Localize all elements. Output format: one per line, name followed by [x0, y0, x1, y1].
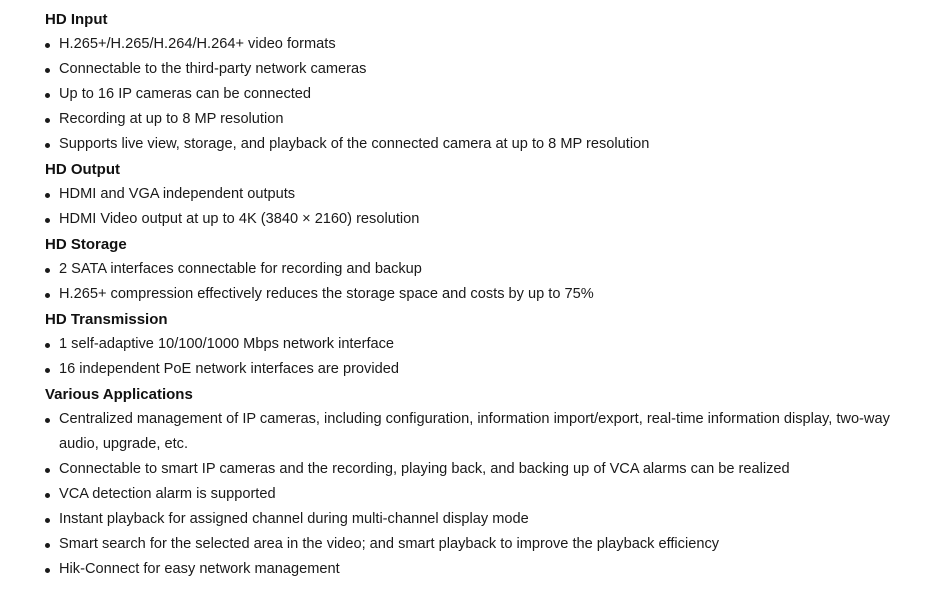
list-item-text: VCA detection alarm is supported	[59, 486, 276, 502]
list-item	[0, 107, 933, 132]
bullet-icon	[45, 218, 50, 223]
list-item-text: Hik-Connect for easy network management	[59, 561, 340, 577]
list-item-text: 16 independent PoE network interfaces are provided	[59, 361, 399, 377]
section-title: HD Storage	[45, 236, 127, 253]
section-various-applications	[0, 382, 933, 582]
bullet-icon	[45, 493, 50, 498]
list-item-text: H.265+/H.265/H.264/H.264+ video formats	[59, 36, 336, 52]
section-hd-storage	[0, 232, 933, 307]
bullet-icon	[45, 43, 50, 48]
list-item	[0, 32, 933, 57]
list-item	[0, 82, 933, 107]
list-item	[0, 282, 933, 307]
list-item-text: 1 self-adaptive 10/100/1000 Mbps network interface	[59, 336, 395, 352]
list-item-text: Centralized management of IP cameras, including configuration, information import/export, real-time information display, two-way audio, upgrade, etc.	[59, 411, 890, 452]
list-item-text: HDMI Video output at up to 4K (3840 × 2160) resolution	[59, 211, 420, 227]
section-title: HD Transmission	[45, 311, 168, 328]
section-title: Various Applications	[45, 386, 193, 403]
bullet-icon	[45, 418, 50, 423]
bullet-icon	[45, 268, 50, 273]
bullet-icon	[45, 518, 50, 523]
section-title: HD Output	[45, 161, 120, 178]
list-item	[0, 357, 933, 382]
list-item	[0, 457, 933, 482]
bullet-icon	[45, 468, 50, 473]
section-hd-transmission	[0, 307, 933, 382]
list-item	[0, 182, 933, 207]
list-item-text: Supports live view, storage, and playback of the connected camera at up to 8 MP resolution	[59, 136, 650, 152]
section-hd-input	[0, 7, 933, 157]
bullet-list	[0, 257, 933, 307]
bullet-icon	[45, 343, 50, 348]
list-item	[0, 132, 933, 157]
list-item-text: Instant playback for assigned channel during multi-channel display mode	[59, 511, 529, 527]
list-item-text: Up to 16 IP cameras can be connected	[59, 86, 312, 102]
list-item	[0, 207, 933, 232]
list-item-text: Recording at up to 8 MP resolution	[59, 111, 284, 127]
list-item	[0, 332, 933, 357]
list-item	[0, 507, 933, 532]
list-item	[0, 407, 933, 457]
bullet-list	[0, 32, 933, 157]
bullet-list	[0, 407, 933, 582]
list-item	[0, 557, 933, 582]
bullet-icon	[45, 143, 50, 148]
list-item	[0, 257, 933, 282]
bullet-icon	[45, 68, 50, 73]
bullet-icon	[45, 193, 50, 198]
list-item	[0, 482, 933, 507]
bullet-icon	[45, 568, 50, 573]
bullet-icon	[45, 543, 50, 548]
bullet-list	[0, 332, 933, 382]
list-item	[0, 57, 933, 82]
list-item-text: 2 SATA interfaces connectable for recording and backup	[59, 261, 422, 277]
list-item-text: H.265+ compression effectively reduces the storage space and costs by up to 75%	[59, 286, 594, 302]
feature-document	[0, 7, 933, 582]
bullet-icon	[45, 93, 50, 98]
bullet-icon	[45, 368, 50, 373]
section-title: HD Input	[45, 11, 108, 28]
list-item	[0, 532, 933, 557]
list-item-text: HDMI and VGA independent outputs	[59, 186, 296, 202]
bullet-icon	[45, 118, 50, 123]
list-item-text: Smart search for the selected area in the video; and smart playback to improve the playback efficiency	[59, 536, 720, 552]
section-hd-output	[0, 157, 933, 232]
list-item-text: Connectable to the third-party network cameras	[59, 61, 367, 77]
list-item-text: Connectable to smart IP cameras and the recording, playing back, and backing up of VCA alarms can be realized	[59, 461, 790, 477]
bullet-icon	[45, 293, 50, 298]
bullet-list	[0, 182, 933, 232]
